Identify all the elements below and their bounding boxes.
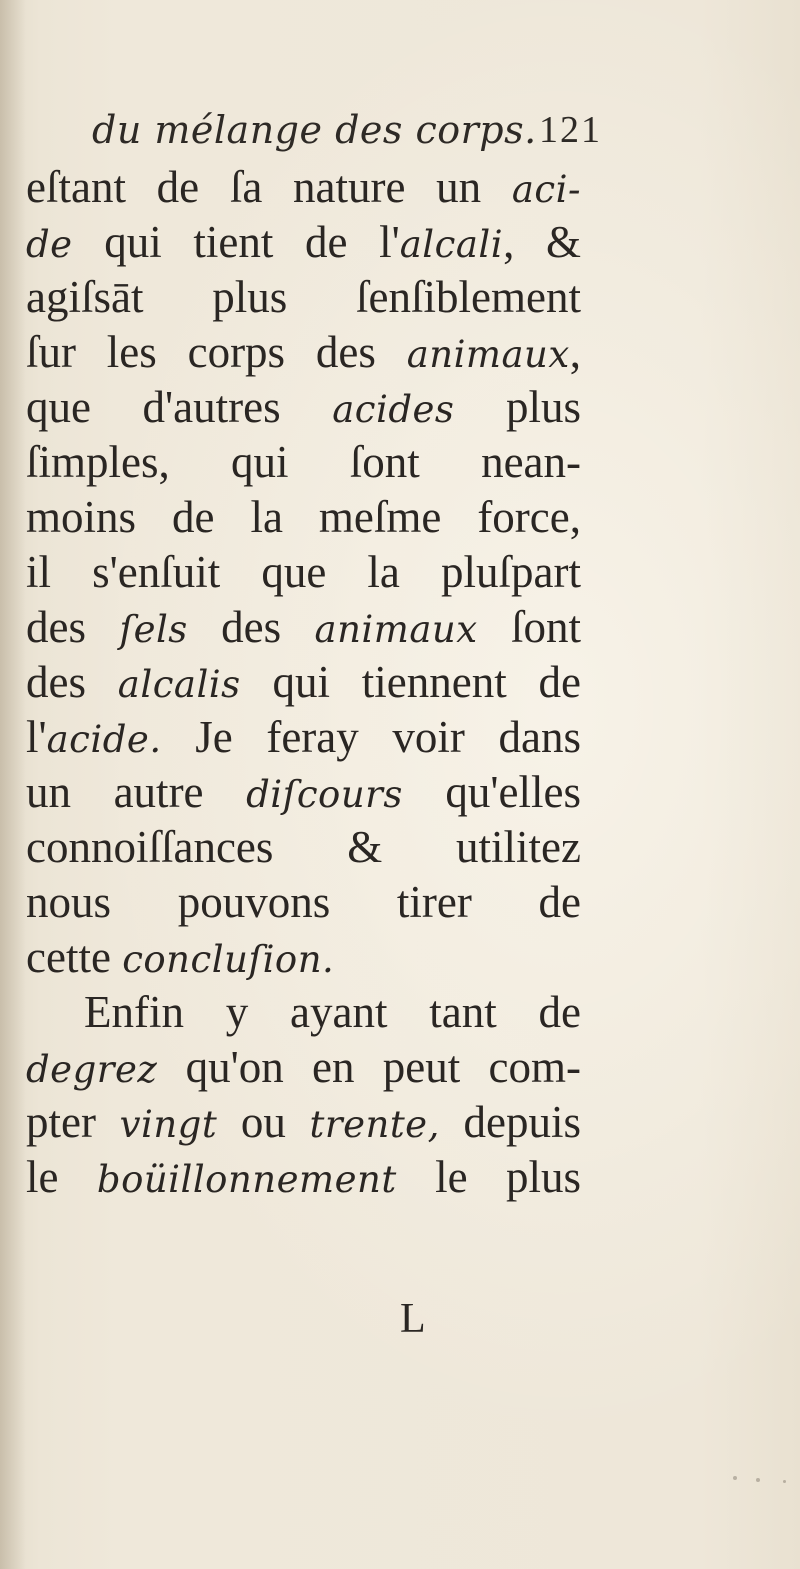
text-line: un autre diſcours qu'elles (26, 767, 582, 817)
italic-term: de (26, 223, 73, 266)
italic-term: aci- (511, 168, 581, 211)
paper-speck (756, 1478, 760, 1482)
italic-term: alcali (399, 223, 504, 266)
italic-term: alcalis (117, 663, 241, 706)
italic-term: boüillonnement (96, 1158, 397, 1201)
italic-term: diſcours (246, 773, 403, 816)
text-line: ſimples, qui ſont nean- (26, 437, 581, 487)
text-line: nous pouvons tirer de (26, 877, 581, 927)
italic-term: animaux (314, 608, 478, 651)
italic-term: degrez (26, 1048, 158, 1091)
page-number: 121 (539, 109, 602, 151)
text-line: des ſels des animaux ſont (26, 602, 581, 652)
text-line: Enfin y ayant tant de (84, 987, 581, 1037)
paper-speck (783, 1480, 786, 1483)
text-line: degrez qu'on en peut com- (26, 1042, 581, 1092)
italic-term: acides (332, 388, 455, 431)
catchword: L (400, 1296, 426, 1342)
text-line: l'acide. Je feray voir dans (26, 712, 581, 762)
text-line: il s'enſuit que la pluſpart (26, 547, 581, 597)
text-line: le boüillonnement le plus (26, 1152, 581, 1202)
text-line: des alcalis qui tiennent de (26, 657, 581, 707)
italic-term: animaux (406, 333, 570, 376)
page-header (92, 104, 602, 156)
text-line: que d'autres acides plus (26, 382, 582, 432)
text-line: connoiſſances & utilitez (26, 822, 581, 872)
paper-speck (733, 1476, 737, 1480)
text-line: moins de la meſme force, (26, 492, 581, 542)
italic-term: acide. (46, 718, 162, 761)
text-line: eſtant de ſa nature un aci- (26, 162, 581, 212)
text-line: de qui tient de l'alcali, & (26, 217, 581, 267)
body-text (26, 160, 581, 1205)
text-line: agiſsāt plus ſenſiblement (26, 272, 581, 322)
text-line: ſur les corps des animaux, (26, 327, 581, 377)
italic-term: vingt (119, 1103, 218, 1146)
running-title: du mélange des corps. (92, 108, 537, 152)
gutter-shadow (0, 0, 26, 1569)
text-line: pter vingt ou trente, depuis (26, 1097, 581, 1147)
italic-term: trente, (309, 1103, 440, 1146)
text-line: cette concluſion. (26, 932, 335, 982)
italic-term: ſels (119, 608, 188, 651)
italic-term: concluſion. (122, 938, 335, 981)
